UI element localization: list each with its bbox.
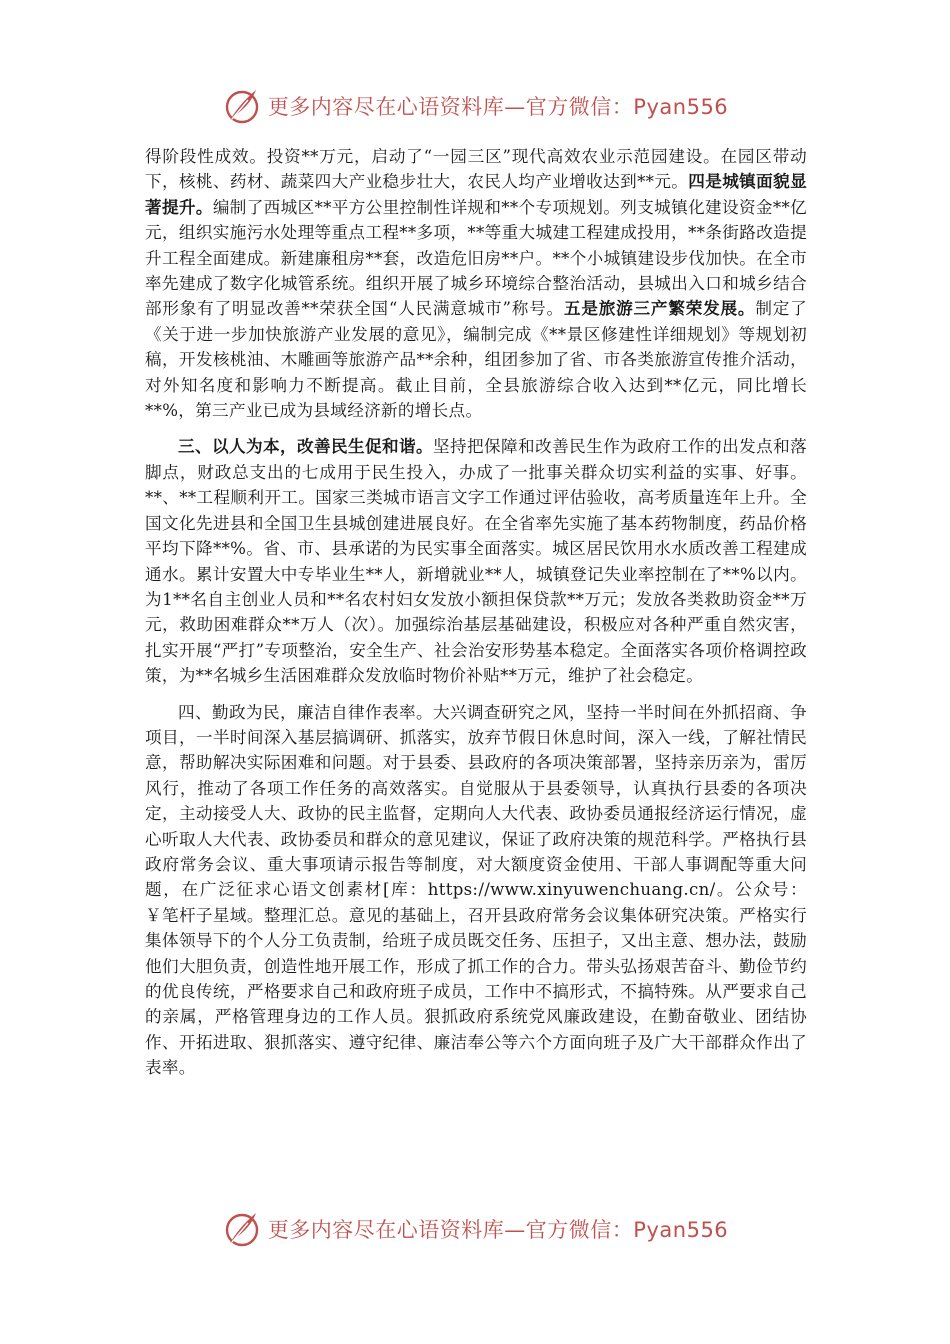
paragraph-1-part-a: 得阶段性成效。投资**万元，启动了“一园三区”现代高效农业示范园建设。在园区带动下，核桃、药材、蔬菜四大产业稳步壮大，农民人均产业增收达到**元。 <box>145 147 807 192</box>
feather-pen-logo-icon <box>222 86 262 126</box>
footer-banner-text: 更多内容尽在心语资料库—官方微信：Pyan556 <box>267 1218 729 1242</box>
header-banner-text: 更多内容尽在心语资料库—官方微信：Pyan556 <box>267 95 729 119</box>
livelihood-body: 坚持把保障和改善民生作为政府工作的出发点和落脚点，财政总支出的七成用于民生投入，办成了一批事关群众切实利益的实事、好事。**、**工程顺利开工。国家三类城市语言文字工作通过评估验收，高考质量连年上升。全国文化先进县和全国卫生县城创建进展良好。在全省率先实施了基本药物制度，药品价格平均下降**%。省、市、县承诺的为民实事全面落实。城区居民饮用水水质改善工程建成通水。累计安置大中专毕业生**人，新增就业**人，城镇登记失业率控制在了**%以内。为1**名自主创业人员和**名农村妇女发放小额担保贷款**万元；发放各类救助资金**万元，救助困难群众**万人（次）。加强综治基层基础建设，积极应对各种严重自然灾害，扎实开展“严打”专项整治，安全生产、社会治安形势基本稳定。全面落实各项价格调控政策，为**名城乡生活困难群众发放临时物价补贴**万元，维护了社会稳定。 <box>145 437 807 686</box>
document-body <box>145 144 807 1081</box>
paragraph-1-part-c: 编制了西城区**平方公里控制性详规和**个专项规划。列支城镇化建设资金**亿元，组织实施污水处理等重点工程**多项，**等重大城建工程建成投用，**条街路改造提升工程全面建成。新建廉租房**套，改造危旧房**户。**个小城镇建设步伐加快。在全市率先建成了数字化城管系统。组织开展了城乡环境综合整治活动，县城出入口和城乡结合部形象有了明显改善**荣获全国“人民满意城市”称号。 <box>145 197 807 319</box>
footer-banner <box>0 1207 950 1251</box>
livelihood-heading: 三、以人为本，改善民生促和谐。 <box>178 436 434 457</box>
urban-appearance-heading: 四是城镇面貌显著提升。 <box>145 171 807 217</box>
paragraph-diligent-governance: 四、勤政为民，廉洁自律作表率。大兴调查研究之风，坚持一半时间在外抓招商、争项目，一半时间深入基层搞调研、抓落实，放弃节假日休息时间，深入一线，了解社情民意，帮助解决实际困难和问题。对于县委、县政府的各项决策部署，坚持亲历亲为，雷厉风行，推动了各项工作任务的高效落实。自觉服从于县委领导，认真执行县委的各项决定，主动接受人大、政协的民主监督，定期向人大代表、政协委员通报经济运行情况，虚心听取人大代表、政协委员和群众的意见建议，保证了政府决策的规范科学。严格执行县政府常务会议、重大事项请示报告等制度，对大额度资金使用、干部人事调配等重大问题，在广泛征求心语文创素材[库：https://www.xinyuwenchuang.cn/。公众号：￥笔杆子星域。整理汇总。意见的基础上，召开县政府常务会议集体研究决策。严格实行集体领导下的个人分工负责制，给班子成员既交任务、压担子，又出主意、想办法，鼓励他们大胆负责，创造性地开展工作，形成了抓工作的合力。带头弘扬艰苦奋斗、勤俭节约的优良传统，严格要求自己和政府班子成员，工作中不搞形式，不搞特殊。从严要求自己的亲属，严格管理身边的工作人员。狠抓政府系统党风廉政建设，在勤奋敬业、团结协作、开拓进取、狠抓落实、遵守纪律、廉洁奉公等六个方面向班子及广大干部群众作出了表率。 <box>145 702 807 1078</box>
paragraph-livelihood <box>145 434 807 688</box>
header-banner <box>0 84 950 128</box>
feather-pen-logo-icon <box>222 1209 262 1249</box>
tourism-heading: 五是旅游三产繁荣发展。 <box>563 298 756 319</box>
paragraph-1-part-e: 制定了《关于进一步加快旅游产业发展的意见》，编制完成《**景区修建性详细规划》等规划初稿，开发核桃油、木雕画等旅游产品**余种，组团参加了省、市各类旅游宣传推介活动，对外知名度和影响力不断提高。截止目前，全县旅游综合收入达到**亿元，同比增长**%，第三产业已成为县域经济新的增长点。 <box>145 299 807 421</box>
paragraph-achievements <box>145 144 807 423</box>
